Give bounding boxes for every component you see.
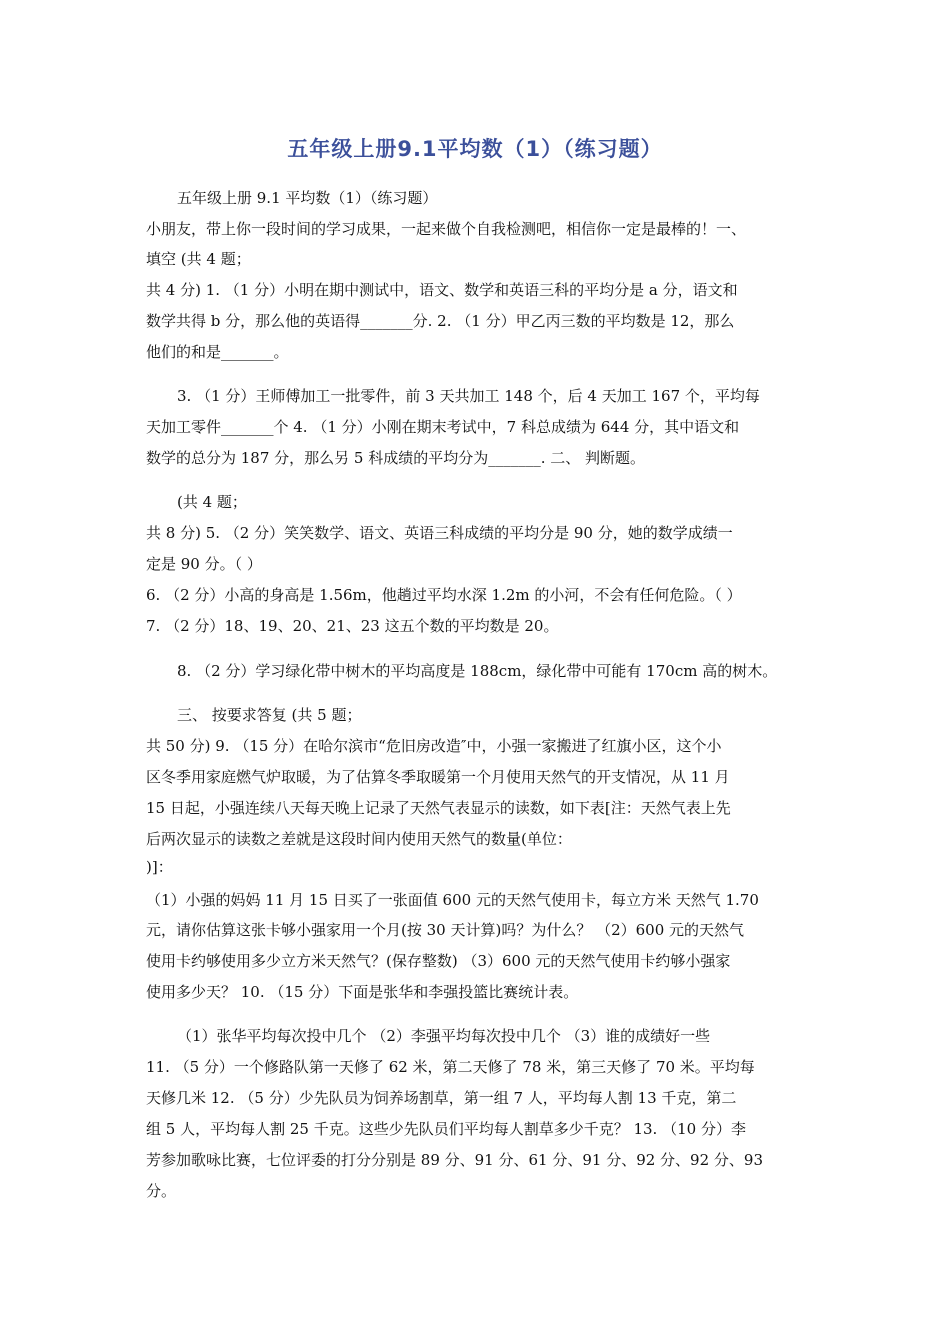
text-line: 7. （2 分）18、19、20、21、23 这五个数的平均数是 20。 [146, 617, 559, 635]
text-line: 11. （5 分）一个修路队第一天修了 62 米，第二天修了 78 米，第三天修了 70 米。平均每 [146, 1058, 755, 1076]
text-line: 五年级上册 9.1 平均数（1）（练习题） [177, 189, 438, 207]
text-line: 共 4 分) 1. （1 分）小明在期中测试中，语文、数学和英语三科的平均分是 a 分，语文和 [146, 281, 738, 299]
text-line: 3. （1 分）王师傅加工一批零件，前 3 天共加工 148 个，后 4 天加工 167 个，平均每 [177, 387, 760, 405]
text-line: 定是 90 分。（ ） [146, 555, 262, 573]
text-line: 8. （2 分）学习绿化带中树木的平均高度是 188cm，绿化带中可能有 170cm 高的树木。 [177, 662, 778, 680]
text-line: 天修几米 12. （5 分）少先队员为饲养场割草，第一组 7 人，平均每人割 13 千克，第二 [146, 1089, 737, 1107]
text-line: 填空 (共 4 题； [146, 250, 251, 268]
text-line: 组 5 人，平均每人割 25 千克。这些少先队员们平均每人割草多少千克？ 13. （10 分）李 [146, 1120, 746, 1138]
text-line: 数学共得 b 分，那么他的英语得_______分. 2. （1 分）甲乙丙三数的平均数是 12，那么 [146, 312, 735, 330]
text-line: 共 8 分) 5. （2 分）笑笑数学、语文、英语三科成绩的平均分是 90 分，她的数学成绩一 [146, 524, 733, 542]
text-line: （1）张华平均每次投中几个 （2）李强平均每次投中几个 （3）谁的成绩好一些 [177, 1027, 711, 1045]
text-line: 小朋友，带上你一段时间的学习成果，一起来做个自我检测吧，相信你一定是最棒的！一、 [146, 220, 747, 238]
text-line: 天加工零件_______个 4. （1 分）小刚在期末考试中，7 科总成绩为 644 分，其中语文和 [146, 418, 740, 436]
text-line: )]： [146, 858, 173, 876]
text-line: 他们的和是_______。 [146, 343, 289, 361]
text-line: 使用卡约够使用多少立方米天然气？(保存整数) （3）600 元的天然气使用卡约够小强家 [146, 952, 731, 970]
text-line: 15 日起，小强连续八天每天晚上记录了天然气表显示的读数，如下表[注：天然气表上先 [146, 799, 731, 817]
text-line: 后两次显示的读数之差就是这段时间内使用天然气的数量(单位： [146, 830, 572, 848]
text-line: 共 50 分) 9. （15 分）在哈尔滨市“危旧房改造″中，小强一家搬进了红旗小区，这个小 [146, 737, 722, 755]
text-line: (共 4 题； [177, 493, 247, 511]
text-line: 区冬季用家庭燃气炉取暖，为了估算冬季取暖第一个月使用天然气的开支情况，从 11 月 [146, 768, 730, 786]
text-line: 数学的总分为 187 分，那么另 5 科成绩的平均分为_______. 二、 判断题。 [146, 449, 646, 467]
text-line: 元，请你估算这张卡够小强家用一个月(按 30 天计算)吗？为什么？ （2）600 元的天然气 [146, 921, 745, 939]
text-line: 芳参加歌咏比赛，七位评委的打分分别是 89 分、91 分、61 分、91 分、92 分、92 分、93 [146, 1151, 763, 1169]
text-line: 6. （2 分）小高的身高是 1.56m，他趟过平均水深 1.2m 的小河，不会有任何危险。（ ） [146, 586, 742, 604]
text-line: 三、 按要求答复 (共 5 题； [177, 706, 362, 724]
document-title: 五年级上册9.1平均数（1）（练习题） [287, 137, 663, 161]
text-line: （1）小强的妈妈 11 月 15 日买了一张面值 600 元的天然气使用卡，每立方米 天然气 1.70 [146, 891, 759, 909]
text-line: 使用多少天？ 10. （15 分）下面是张华和李强投篮比赛统计表。 [146, 983, 579, 1001]
text-line: 分。 [146, 1182, 177, 1200]
